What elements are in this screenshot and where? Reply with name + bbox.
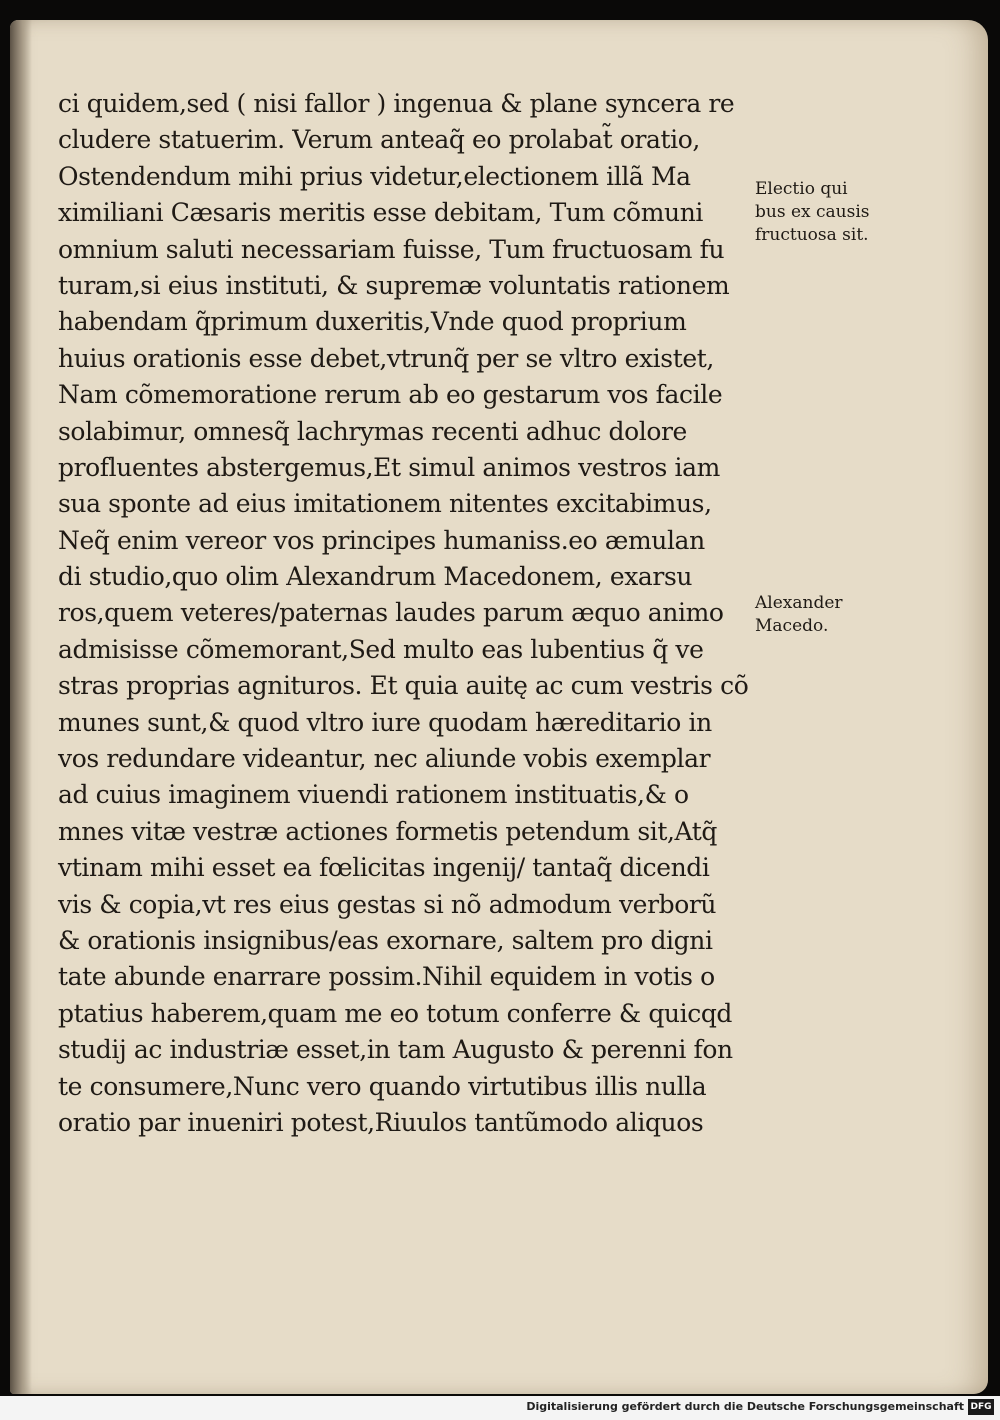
- text-line: omnium saluti necessariam fuisse, Tum fructuosam fu: [58, 234, 725, 264]
- text-line: ros,quem veteres/paternas laudes parum æquo animo: [58, 598, 724, 628]
- body-text: [58, 86, 748, 1141]
- text-line: ad cuius imaginem viuendi rationem instituatis,& o: [58, 780, 689, 810]
- text-line: vos redundare videantur, nec aliunde vobis exemplar: [58, 744, 711, 774]
- margin-note-electio: [755, 178, 870, 247]
- margin-note-line: Alexander: [755, 593, 843, 613]
- text-line: munes sunt,& quod vltro iure quodam hæreditario in: [58, 707, 712, 737]
- text-line: te consumere,Nunc vero quando virtutibus illis nulla: [58, 1071, 707, 1101]
- text-line: vtinam mihi esset ea fœlicitas ingenij/ tantaq̃ dicendi: [58, 853, 710, 883]
- page-gutter: [10, 20, 32, 1394]
- text-line: studij ac industriæ esset,in tam Augusto & perenni fon: [58, 1035, 733, 1065]
- text-line: admisisse cõmemorant,Sed multo eas lubentius q̃ ve: [58, 634, 704, 664]
- margin-note-line: Macedo.: [755, 616, 829, 636]
- text-line: ximiliani Cæsaris meritis esse debitam, Tum cõmuni: [58, 198, 704, 228]
- margin-note-line: bus ex causis: [755, 202, 870, 222]
- text-line: ptatius haberem,quam me eo totum conferre & quicqd: [58, 998, 733, 1028]
- margin-note-line: fructuosa sit.: [755, 225, 869, 245]
- margin-note-line: Electio qui: [755, 179, 848, 199]
- text-line: cludere statuerim. Verum anteaq̃ eo prolabat̃ oratio,: [58, 125, 700, 155]
- text-line: tate abunde enarrare possim.Nihil equidem in votis o: [58, 962, 715, 992]
- book-page: [10, 20, 988, 1394]
- text-line: sua sponte ad eius imitationem nitentes excitabimus,: [58, 489, 712, 519]
- text-line: huius orationis esse debet,vtrunq̃ per se vltro existet,: [58, 343, 714, 373]
- text-line: stras proprias agnituros. Et quia auitę ac cum vestris cõ: [58, 671, 749, 701]
- text-line: turam,si eius instituti, & supremæ voluntatis rationem: [58, 270, 730, 300]
- text-line: Neq̃ enim vereor vos principes humaniss.eo æmulan: [58, 525, 705, 555]
- text-line: & orationis insignibus/eas exornare, saltem pro digni: [58, 925, 713, 955]
- text-line: habendam q̃primum duxeritis,Vnde quod proprium: [58, 307, 687, 337]
- text-line: vis & copia,vt res eius gestas si nõ admodum verborũ: [58, 889, 717, 919]
- funding-credit: Digitalisierung gefördert durch die Deutsche Forschungsgemeinschaft: [526, 1400, 964, 1413]
- text-line: Nam cõmemoratione rerum ab eo gestarum vos facile: [58, 380, 723, 410]
- footer-bar: [0, 1396, 1000, 1420]
- text-line: profluentes abstergemus,Et simul animos vestros iam: [58, 452, 720, 482]
- text-line: Ostendendum mihi prius videtur,electionem illã Ma: [58, 161, 691, 191]
- text-line: mnes vitæ vestræ actiones formetis petendum sit,Atq̃: [58, 816, 718, 846]
- text-line: ci quidem,sed ( nisi fallor ) ingenua & plane syncera re: [58, 89, 735, 118]
- margin-note-alexander: [755, 592, 843, 638]
- text-line: di studio,quo olim Alexandrum Macedonem, exarsu: [58, 562, 693, 592]
- dfg-logo: DFG: [968, 1399, 994, 1415]
- text-line: oratio par inueniri potest,Riuulos tantũmodo aliquos: [58, 1107, 704, 1137]
- text-line: solabimur, omnesq̃ lachrymas recenti adhuc dolore: [58, 416, 687, 446]
